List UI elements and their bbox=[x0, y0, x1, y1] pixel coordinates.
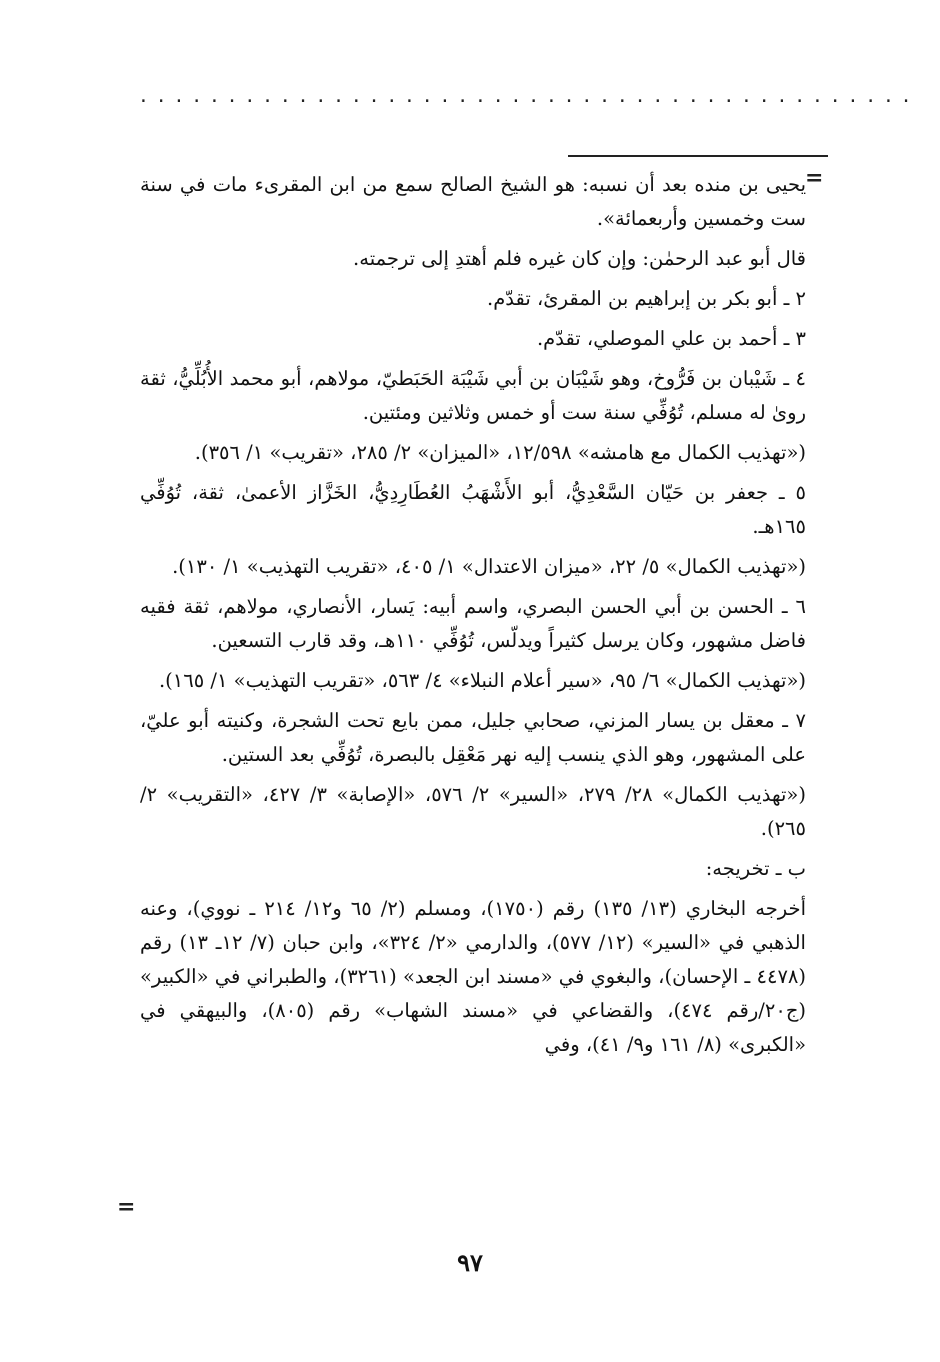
takhrij-paragraph: أخرجه البخاري (١٣/ ١٣٥) رقم (١٧٥٠)، ومسلم (٢/ ٦٥ و١٢/ ٢١٤ ـ نووي)، وعنه الذهبي في «السير» (١٢/ ٥٧٧)، والدارمي «٢/ ٣٢٤»، وابن حبان (٧/ ١٢ـ ١٣) رقم (٤٤٧٨ ـ الإحسان)، والبغوي في «مسند ابن الجعد» (٣٢٦١)، والطبراني في «الكبير» (ج٢٠/رقم ٤٧٤)، والقضاعي في «مسند الشهاب» رقم (٨٠٥)، والبيهقي في «الكبرى» (٨/ ١٦١ و٩/ ٤١)، وفي bbox=[140, 897, 807, 1056]
continuation-mark-bottom: = bbox=[117, 1194, 136, 1220]
narrator-6: ٦ ـ الحسن بن أبي الحسن البصري، واسم أبيه: يَسار، الأنصاري، مولاهم، ثقة فقيه فاضل مشهور، وكان يرسل كثيراً ويدلّس، تُوُفِّي ١١٠هـ، وقد قارب التسعين. bbox=[140, 595, 806, 652]
narrator-4-references: («تهذيب الكمال مع هامشه» ١٢/٥٩٨، «الميزان» ٢/ ٢٨٥، «تقريب» ١/ ٣٥٦). bbox=[194, 441, 806, 464]
header-dotted-line: ............................................ bbox=[138, 86, 919, 107]
narrator-5-references: («تهذيب الكمال» ٥/ ٢٢، «ميزان الاعتدال» ١/ ٤٠٥، «تقريب التهذيب» ١/ ١٣٠). bbox=[172, 555, 806, 578]
paragraph-continued-quote: يحيى بن منده بعد أن نسبه: هو الشيخ الصالح سمع من ابن المقرىء مات في سنة ست وخمسين وأربعمائة». bbox=[140, 173, 806, 230]
continuation-mark-top: = bbox=[805, 165, 824, 191]
narrator-6-references: («تهذيب الكمال» ٦/ ٩٥، «سير أعلام النبلاء» ٤/ ٥٦٣، «تقريب التهذيب» ١/ ١٦٥). bbox=[158, 669, 806, 692]
footnote-separator-rule bbox=[568, 155, 828, 157]
narrator-7: ٧ ـ معقل بن يسار المزني، صحابي جليل، ممن بايع تحت الشجرة، وكنيته أبو عليّ، على المشهور، وهو الذي ينسب إليه نهر مَعْقِل بالبصرة، تُوُفِّي بعد الستين. bbox=[140, 709, 806, 766]
narrator-7-references: («تهذيب الكمال» ٢٨/ ٢٧٩، «السير» ٢/ ٥٧٦، «الإصابة» ٣/ ٤٢٧، «التقريب» ٢/ ٢٦٥). bbox=[140, 783, 806, 840]
paragraph-author-note: قال أبو عبد الرحمٰن: وإن كان غيره فلم أهتدِ إلى ترجمته. bbox=[353, 247, 806, 270]
narrator-4: ٤ ـ شَيْبان بن فَرُّوخ، وهو شَيْبَان بن أبي شَيْبَة الحَبَطيّ، مولاهم، أبو محمد الأُبُلِّيُّ، ثقة روىٰ له مسلم، تُوُفِّي سنة ست أو خمس وثلاثين ومئتين. bbox=[140, 367, 806, 424]
narrator-5: ٥ ـ جعفر بن حَيّان السَّعْدِيُّ، أبو الأَشْهَبُ العُطَارِدِيُّ، الخَزَّاز الأعمىٰ، ثقة، تُوُفِّي ١٦٥هـ. bbox=[140, 481, 806, 538]
section-heading-takhrij: ب ـ تخريجه: bbox=[705, 857, 806, 880]
narrator-3: ٣ ـ أحمد بن علي الموصلي، تقدّم. bbox=[536, 327, 806, 350]
narrator-2: ٢ ـ أبو بكر بن إبراهيم بن المقرئ، تقدّم. bbox=[487, 287, 806, 310]
page-number: ٩٧ bbox=[457, 1248, 483, 1277]
footnote-body bbox=[140, 168, 806, 1068]
